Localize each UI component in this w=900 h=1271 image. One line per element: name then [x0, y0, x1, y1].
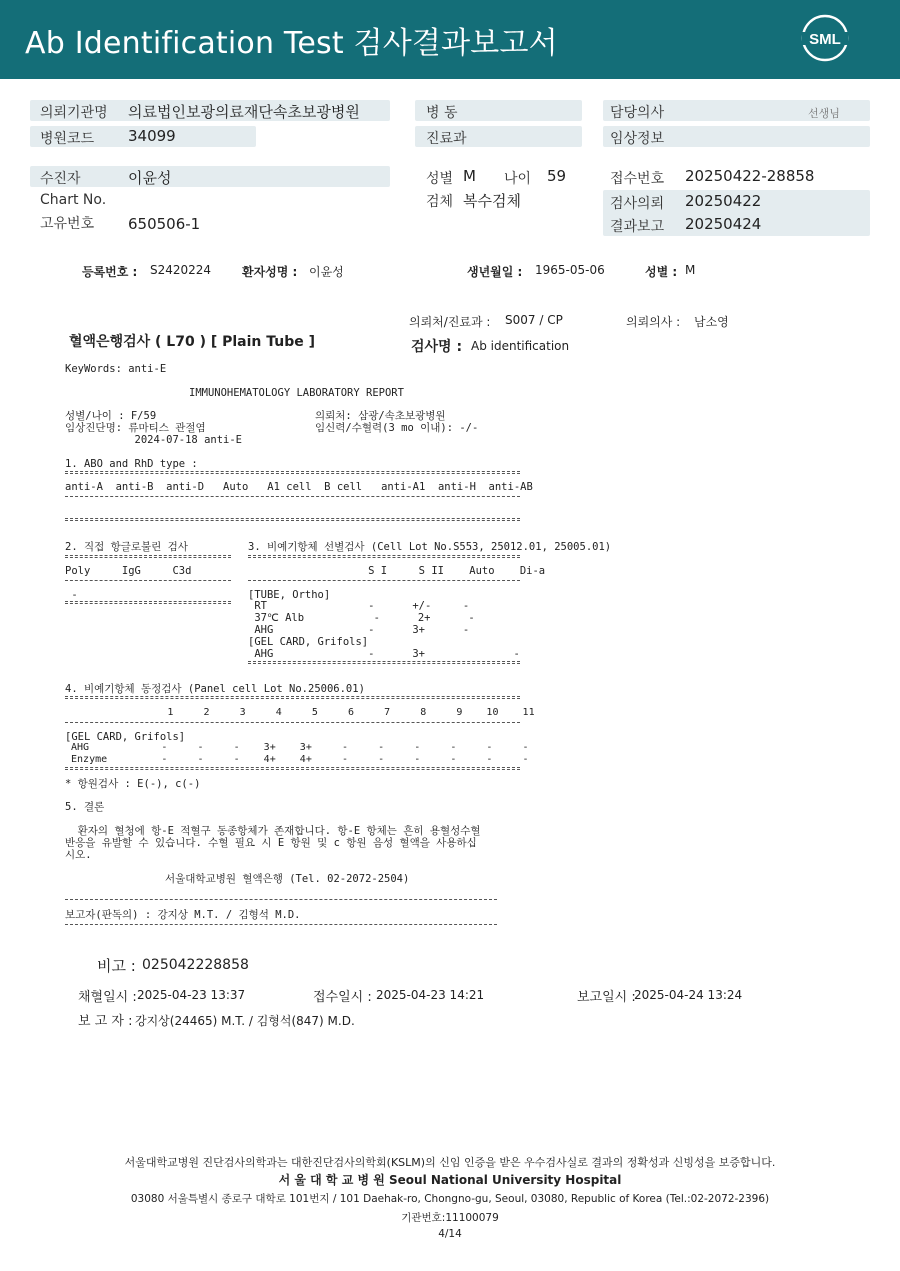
collect-label: 채혈일시 : [78, 990, 137, 1005]
section-5-title: 5. 결론 [65, 801, 105, 813]
note-value: 025042228858 [142, 957, 249, 973]
divider [65, 471, 520, 474]
hospital-label: 의뢰기관명 [40, 105, 108, 121]
footer-address: 03080 서울특별시 종로구 대학로 101번지 / 101 Daehak-ro, Chongno-gu, Seoul, 03080, Republic of Korea (Tel.:02-2072-2396) [130, 1193, 770, 1205]
section-3-row: RT - +/- - [248, 600, 470, 612]
section-3-row: AHG - 3+ - [248, 648, 520, 660]
result-label: 결과보고 [610, 219, 665, 235]
divider [65, 496, 520, 497]
report-header [0, 0, 900, 79]
specimen-label: 검체 [426, 194, 454, 210]
clinical-label: 임상정보 [610, 131, 665, 147]
patient-name: 이윤성 [128, 169, 172, 187]
reporter-value: 강지상(24465) M.T. / 김형석(847) M.D. [135, 1014, 355, 1028]
report-heading: IMMUNOHEMATOLOGY LABORATORY REPORT [189, 387, 404, 399]
report-ref: 의뢰처: 삼광/속초보광병원 [315, 410, 446, 422]
patient-label: 수진자 [40, 171, 81, 187]
section-3-row: 37℃ Alb - 2+ - [248, 612, 475, 624]
section-1-title: 1. ABO and RhD type : [65, 458, 198, 470]
uid-label: 고유번호 [40, 216, 95, 232]
section-1-columns: anti-A anti-B anti-D Auto A1 cell B cell anti-A1 anti-H anti-AB [65, 481, 533, 493]
ref-value: S007 / CP [505, 313, 563, 327]
blood-bank-contact: 서울대학교병원 혈액은행 (Tel. 02-2072-2504) [165, 873, 410, 885]
divider [65, 555, 231, 558]
divider [65, 601, 231, 604]
note-label: 비고 : [97, 957, 136, 975]
receive-label: 접수일시 : [313, 990, 372, 1005]
reg-sex-label: 성별 : [645, 265, 678, 279]
section-4-row: [GEL CARD, Grifols] [65, 731, 186, 743]
report-title: Ab Identification Test 검사결과보고서 [25, 26, 558, 61]
reg-label: 등록번호 : [82, 265, 138, 279]
antigen-result: * 항원검사 : E(-), c(-) [65, 778, 201, 790]
doctor-suffix: 선생님 [808, 107, 840, 120]
divider [248, 580, 520, 581]
reg-dob-label: 생년월일 : [467, 265, 523, 279]
section-2-columns: Poly IgG C3d [65, 565, 192, 577]
report-history: 임신력/수혈력(3 mo 이내): -/- [315, 422, 479, 434]
report-sex-age: 성별/나이 : F/59 [65, 410, 157, 422]
receive-value: 2025-04-23 14:21 [376, 988, 485, 1002]
footer-institution-no: 기관번호:11100079 [401, 1212, 499, 1224]
divider [65, 924, 497, 925]
reg-name-label: 환자성명 : [242, 265, 298, 279]
divider [65, 518, 520, 521]
request-value: 20250422 [685, 192, 762, 210]
age-label: 나이 [504, 171, 532, 187]
age-value: 59 [547, 167, 567, 185]
uid-value: 650506-1 [128, 215, 201, 233]
exam-name-label: 검사명 : [411, 339, 463, 355]
section-3-row: [GEL CARD, Grifols] [248, 636, 369, 648]
exam-name: Ab identification [471, 339, 570, 353]
section-2-title: 2. 직접 항글로불린 검사 [65, 541, 188, 553]
ward-label: 병 동 [426, 105, 458, 121]
collect-value: 2025-04-23 13:37 [137, 988, 246, 1002]
ref-doc: 남소영 [694, 315, 729, 329]
report-diagnosis: 임상진단명: 류마티스 관절염 [65, 422, 206, 434]
reporter-label: 보 고 자 : [78, 1014, 133, 1029]
result-value: 20250424 [685, 215, 762, 233]
chart-label: Chart No. [40, 192, 107, 208]
sml-logo [800, 13, 850, 63]
section-4-row: AHG - - - 3+ 3+ - - - - - - [65, 742, 529, 753]
conclusion-line: 환자의 혈청에 항-E 적혈구 동종항체가 존재합니다. 항-E 항체는 흔히 용혈성수혈 [65, 825, 481, 837]
section-2-value: - [65, 589, 78, 601]
report-reporter: 보고자(판독의) : 강지상 M.T. / 김형석 M.D. [65, 909, 301, 921]
section-3-row: [TUBE, Ortho] [248, 589, 331, 601]
request-label: 검사의뢰 [610, 196, 665, 212]
ref-label: 의뢰처/진료과 : [409, 315, 491, 329]
section-4-row: Enzyme - - - 4+ 4+ - - - - - - [65, 754, 529, 765]
sex-value: M [463, 167, 476, 185]
dept-label: 진료과 [426, 131, 467, 147]
section-3-title: 3. 비예기항체 선별검사 (Cell Lot No.S553, 25012.01, 25005.01) [248, 541, 612, 553]
divider [65, 580, 231, 581]
reg-sex: M [685, 263, 696, 277]
page-number: 4/14 [438, 1228, 462, 1240]
patient-box [30, 166, 390, 187]
divider [65, 696, 520, 699]
sex-label: 성별 [426, 171, 454, 187]
footer-certification: 서울대학교병원 진단검사의학과는 대한진단검사의학회(KSLM)의 신임 인증을 받은 우수검사실로 결과의 정확성과 신빙성을 보증합니다. [124, 1156, 776, 1169]
section-4-title: 4. 비예기항체 동정검사 (Panel cell Lot No.25006.01) [65, 683, 365, 695]
hospital-code-label: 병원코드 [40, 131, 95, 147]
reg-dob: 1965-05-06 [535, 263, 605, 277]
section-3-row: AHG - 3+ - [248, 624, 470, 636]
doctor-label: 담당의사 [610, 105, 665, 121]
receipt-value: 20250422-28858 [685, 167, 815, 185]
ref-doc-label: 의뢰의사 : [626, 315, 681, 329]
reg-name: 이윤성 [309, 265, 344, 279]
hospital-code: 34099 [128, 127, 176, 145]
divider [65, 899, 497, 900]
report-time-value: 2025-04-24 13:24 [634, 988, 743, 1002]
footer-hospital: 서 울 대 학 교 병 원 Seoul National University Hospital [278, 1173, 622, 1187]
keywords: KeyWords: anti-E [65, 363, 167, 375]
report-time-label: 보고일시 : [577, 990, 636, 1005]
conclusion-line: 반응을 유발할 수 있습니다. 수혈 필요 시 E 항원 및 c 항원 음성 혈액을 사용하십 [65, 837, 477, 849]
receipt-label: 접수번호 [610, 171, 665, 187]
section-3-columns: S I S II Auto Di-a [248, 565, 546, 577]
reg-no: S2420224 [150, 263, 212, 277]
specimen-value: 복수검체 [463, 192, 521, 210]
report-diagnosis-2: 2024-07-18 anti-E [65, 434, 243, 446]
conclusion-line: 시오. [65, 849, 92, 861]
hospital-name: 의료법인보광의료재단속초보광병원 [128, 103, 360, 121]
divider [248, 661, 520, 664]
section-4-columns: 1 2 3 4 5 6 7 8 9 10 11 [65, 707, 535, 718]
divider [65, 767, 520, 770]
exam-title: 혈액은행검사 ( L70 ) [ Plain Tube ] [69, 334, 316, 350]
divider [248, 555, 520, 558]
svg-text:SML: SML [809, 31, 841, 48]
divider [65, 722, 520, 723]
